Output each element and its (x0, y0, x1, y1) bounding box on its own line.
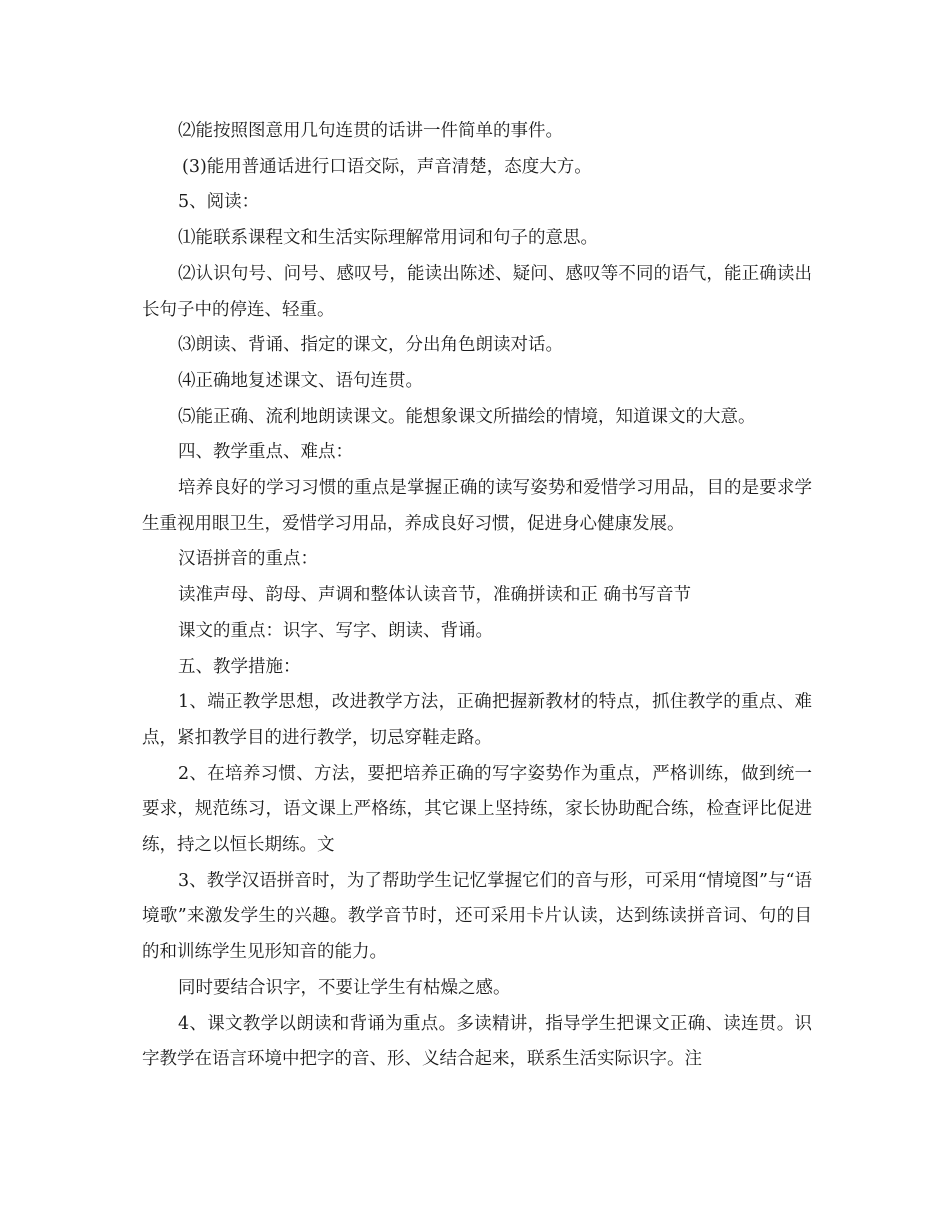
section-measures-heading: 五、教学措施： (178, 656, 301, 677)
paragraph-reading-1: ⑴能联系课程文和生活实际理解常用词和句子的意思。 (178, 228, 598, 249)
paragraph-measure-1: 1、端正教学思想，改进教学方法，正确把握新教材的特点，抓住教学的重点、难点，紧扣教学目的进行教学，切忌穿鞋走路。 (142, 692, 812, 748)
paragraph-reading-3: ⑶朗读、背诵、指定的课文，分出角色朗读对话。 (178, 335, 563, 356)
paragraph-measure-2: 2、在培养习惯、方法，要把培养正确的写字姿势作为重点，严格训练，做到统一要求，规范练习，语文课上严格练，其它课上坚持练，家长协助配合练，检查评比促进练，持之以恒长期练。文 (142, 763, 812, 856)
paragraph-measure-3: 3、教学汉语拼音时，为了帮助学生记忆掌握它们的音与形，可采用“情境图”与“语境歌”来激发学生的兴趣。教学音节时，还可采用卡片认读，达到练读拼音词、句的目的和训练学生见形知音的能力。 (142, 870, 812, 963)
paragraph-pinyin-key-points: 读准声母、韵母、声调和整体认读音节，准确拼读和正 确书写音节 (178, 585, 692, 606)
paragraph-habits-key-point: 培养良好的学习习惯的重点是掌握正确的读写姿势和爱惜学习用品，目的是要求学生重视用眼卫生，爱惜学习用品，养成良好习惯，促进身心健康发展。 (142, 478, 812, 534)
section-reading-heading: 5、阅读： (178, 192, 260, 213)
paragraph-speaking-2: ⑵能按照图意用几句连贯的话讲一件简单的事件。 (178, 121, 563, 141)
document-page (142, 114, 812, 1078)
paragraph-reading-2: ⑵认识句号、问号、感叹号，能读出陈述、疑问、感叹等不同的语气，能正确读出长句子中的停连、轻重。 (142, 263, 812, 320)
section-key-points-heading: 四、教学重点、难点： (178, 442, 353, 463)
pinyin-key-points-label: 汉语拼音的重点： (178, 549, 318, 570)
paragraph-measure-4: 4、课文教学以朗读和背诵为重点。多读精讲，指导学生把课文正确、读连贯。识字教学在语言环境中把字的音、形、义结合起来，联系生活实际识字。注 (142, 1013, 812, 1070)
paragraph-reading-4: ⑷正确地复述课文、语句连贯。 (178, 370, 423, 391)
paragraph-speaking-3: (3)能用普通话进行口语交际，声音清楚，态度大方。 (182, 156, 592, 177)
paragraph-measure-3-note: 同时要结合识字，不要让学生有枯燥之感。 (178, 977, 511, 998)
paragraph-reading-5: ⑸能正确、流利地朗读课文。能想象课文所描绘的情境，知道课文的大意。 (178, 406, 756, 427)
paragraph-text-key-points: 课文的重点：识字、写字、朗读、背诵。 (178, 620, 493, 641)
